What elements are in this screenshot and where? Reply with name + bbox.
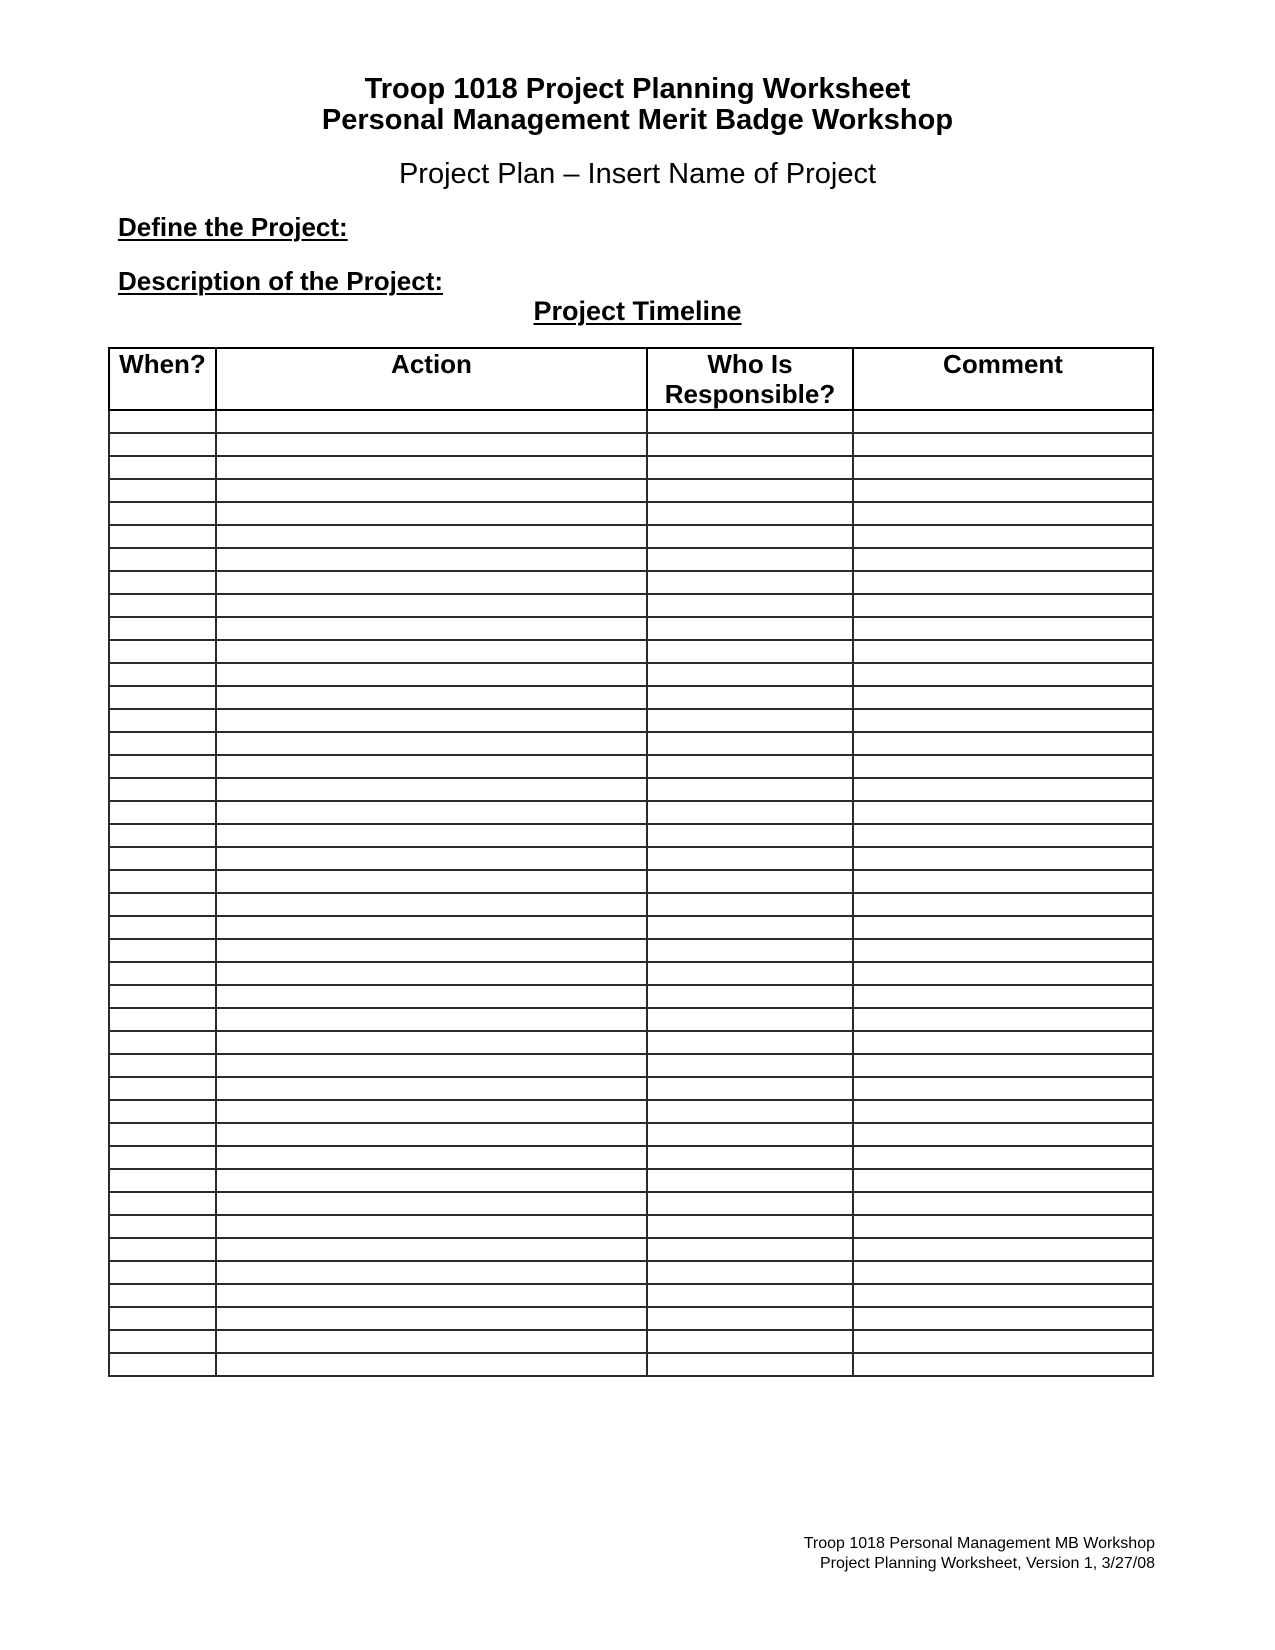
table-cell [109,1031,216,1054]
table-row [109,801,1153,824]
table-row [109,778,1153,801]
table-cell [853,870,1153,893]
table-cell [109,870,216,893]
table-cell [853,985,1153,1008]
table-cell [216,1330,647,1353]
table-cell [853,1123,1153,1146]
header-cell-action: Action [216,348,647,410]
table-row [109,755,1153,778]
table-cell [647,870,853,893]
table-cell [647,640,853,663]
table-cell [647,594,853,617]
table-cell [109,1077,216,1100]
table-cell [109,824,216,847]
table-cell [647,502,853,525]
table-row [109,1307,1153,1330]
footer-line2: Project Planning Worksheet, Version 1, 3/27/08 [819,1555,1155,1572]
table-cell [853,410,1153,433]
table-cell [647,847,853,870]
table-cell [647,985,853,1008]
table-cell [647,410,853,433]
table-row [109,1284,1153,1307]
table-cell [647,939,853,962]
table-row [109,1261,1153,1284]
table-cell [216,1008,647,1031]
table-cell [853,732,1153,755]
table-cell [216,755,647,778]
title-block [0,0,1275,190]
table-cell [853,916,1153,939]
table-cell [647,1353,853,1376]
table-cell [109,663,216,686]
table-cell [109,1261,216,1284]
table-cell [647,1284,853,1307]
table-cell [216,571,647,594]
table-row [109,617,1153,640]
table-cell [216,985,647,1008]
table-cell [109,1330,216,1353]
table-cell [109,985,216,1008]
table-cell [216,640,647,663]
table-cell [853,1284,1153,1307]
table-cell [853,1192,1153,1215]
document-subtitle: Project Plan – Insert Name of Project [398,158,877,190]
table-cell [216,1192,647,1215]
table-row [109,640,1153,663]
table-cell [109,1008,216,1031]
table-cell [216,916,647,939]
table-cell [216,1261,647,1284]
table-cell [647,1123,853,1146]
table-row [109,1077,1153,1100]
table-cell [853,709,1153,732]
table-cell [647,686,853,709]
table-cell [109,939,216,962]
table-cell [647,617,853,640]
table-cell [109,525,216,548]
table-cell [647,755,853,778]
table-cell [109,548,216,571]
table-row [109,1215,1153,1238]
description-project-label: Description of the Project: [118,266,444,296]
table-cell [647,1192,853,1215]
table-cell [216,1031,647,1054]
table-row [109,1169,1153,1192]
table-cell [647,456,853,479]
table-cell [853,1077,1153,1100]
table-cell [647,778,853,801]
table-cell [109,1123,216,1146]
table-cell [109,1100,216,1123]
table-cell [647,824,853,847]
timeline-table-body [109,410,1153,1376]
table-cell [647,663,853,686]
table-cell [853,479,1153,502]
table-cell [647,525,853,548]
table-cell [216,1100,647,1123]
table-cell [216,410,647,433]
table-cell [647,571,853,594]
table-cell [647,1169,853,1192]
table-cell [109,1054,216,1077]
table-row [109,1100,1153,1123]
table-cell [647,1100,853,1123]
table-cell [647,893,853,916]
footer-line1: Troop 1018 Personal Management MB Workshop [803,1535,1155,1552]
table-cell [109,962,216,985]
table-cell [853,686,1153,709]
table-cell [853,663,1153,686]
table-cell [216,1123,647,1146]
document-title-line2: Personal Management Merit Badge Workshop [321,104,954,136]
table-row [109,410,1153,433]
table-row [109,939,1153,962]
table-cell [216,548,647,571]
table-cell [853,1215,1153,1238]
table-cell [853,962,1153,985]
table-row [109,1330,1153,1353]
table-cell [216,1215,647,1238]
table-cell [647,1077,853,1100]
table-row [109,1031,1153,1054]
table-cell [109,916,216,939]
table-cell [853,847,1153,870]
project-timeline-table [108,347,1154,1377]
define-project-label: Define the Project: [118,212,348,242]
table-cell [109,732,216,755]
table-cell [647,1054,853,1077]
table-cell [216,433,647,456]
table-cell [853,778,1153,801]
table-row [109,847,1153,870]
table-row [109,1192,1153,1215]
table-cell [216,709,647,732]
table-cell [216,1077,647,1100]
table-cell [853,1353,1153,1376]
table-cell [109,1215,216,1238]
table-cell [647,1008,853,1031]
document-title-line1: Troop 1018 Project Planning Worksheet [364,73,911,105]
table-cell [647,801,853,824]
table-cell [109,686,216,709]
table-cell [109,617,216,640]
table-cell [647,1307,853,1330]
table-cell [109,456,216,479]
table-cell [216,870,647,893]
table-cell [216,824,647,847]
table-cell [109,1146,216,1169]
table-cell [853,571,1153,594]
table-cell [647,433,853,456]
table-row [109,824,1153,847]
table-header-row [109,348,1153,410]
table-cell [853,1169,1153,1192]
table-cell [853,1031,1153,1054]
table-row [109,433,1153,456]
table-row [109,548,1153,571]
table-cell [853,1008,1153,1031]
table-row [109,479,1153,502]
table-cell [109,640,216,663]
table-row [109,1008,1153,1031]
table-cell [853,548,1153,571]
table-cell [853,502,1153,525]
table-cell [853,939,1153,962]
table-cell [216,847,647,870]
table-row [109,985,1153,1008]
table-cell [109,479,216,502]
table-row [109,962,1153,985]
table-cell [109,594,216,617]
table-cell [647,732,853,755]
table-cell [647,1238,853,1261]
table-cell [109,1284,216,1307]
table-cell [216,456,647,479]
table-row [109,1146,1153,1169]
table-cell [853,456,1153,479]
table-cell [216,939,647,962]
table-cell [216,801,647,824]
table-row [109,1123,1153,1146]
table-cell [853,525,1153,548]
table-cell [216,732,647,755]
table-cell [109,433,216,456]
table-cell [853,433,1153,456]
table-cell [216,1146,647,1169]
table-cell [109,410,216,433]
table-cell [647,1146,853,1169]
table-cell [109,847,216,870]
table-cell [216,1238,647,1261]
table-cell [647,1031,853,1054]
table-cell [853,824,1153,847]
table-cell [216,778,647,801]
table-cell [109,1238,216,1261]
project-timeline-heading: Project Timeline [533,296,742,326]
table-cell [647,709,853,732]
table-cell [853,1146,1153,1169]
table-row [109,456,1153,479]
header-cell-when: When? [109,348,216,410]
table-cell [853,755,1153,778]
table-row [109,1353,1153,1376]
table-cell [216,1169,647,1192]
table-cell [109,778,216,801]
table-cell [853,1100,1153,1123]
table-row [109,916,1153,939]
table-cell [109,801,216,824]
header-cell-who-is-responsible: Who Is Responsible? [647,348,853,410]
table-cell [853,1307,1153,1330]
table-cell [109,709,216,732]
table-cell [853,1054,1153,1077]
table-row [109,870,1153,893]
table-row [109,525,1153,548]
table-cell [853,640,1153,663]
table-cell [216,594,647,617]
table-row [109,893,1153,916]
table-cell [216,686,647,709]
table-cell [647,479,853,502]
table-cell [109,893,216,916]
table-cell [109,1353,216,1376]
table-cell [647,1215,853,1238]
table-cell [647,1330,853,1353]
header-cell-comment: Comment [853,348,1153,410]
table-cell [216,617,647,640]
table-row [109,709,1153,732]
table-cell [216,663,647,686]
table-cell [216,502,647,525]
table-cell [216,1284,647,1307]
table-cell [853,617,1153,640]
table-cell [853,1238,1153,1261]
table-cell [109,755,216,778]
table-cell [216,479,647,502]
table-row [109,502,1153,525]
table-cell [216,525,647,548]
table-row [109,594,1153,617]
table-cell [647,548,853,571]
table-cell [853,801,1153,824]
table-row [109,1054,1153,1077]
table-cell [216,962,647,985]
table-row [109,732,1153,755]
table-cell [216,1054,647,1077]
table-row [109,663,1153,686]
table-cell [109,1192,216,1215]
table-cell [853,893,1153,916]
table-cell [109,502,216,525]
table-cell [853,1330,1153,1353]
table-row [109,686,1153,709]
table-cell [216,1307,647,1330]
table-cell [109,1307,216,1330]
table-cell [216,893,647,916]
table-cell [216,1353,647,1376]
table-cell [109,1169,216,1192]
table-cell [647,916,853,939]
table-cell [853,594,1153,617]
table-cell [109,571,216,594]
table-cell [853,1261,1153,1284]
table-row [109,1238,1153,1261]
table-cell [647,962,853,985]
table-cell [647,1261,853,1284]
table-row [109,571,1153,594]
page-footer [804,1534,1155,1574]
